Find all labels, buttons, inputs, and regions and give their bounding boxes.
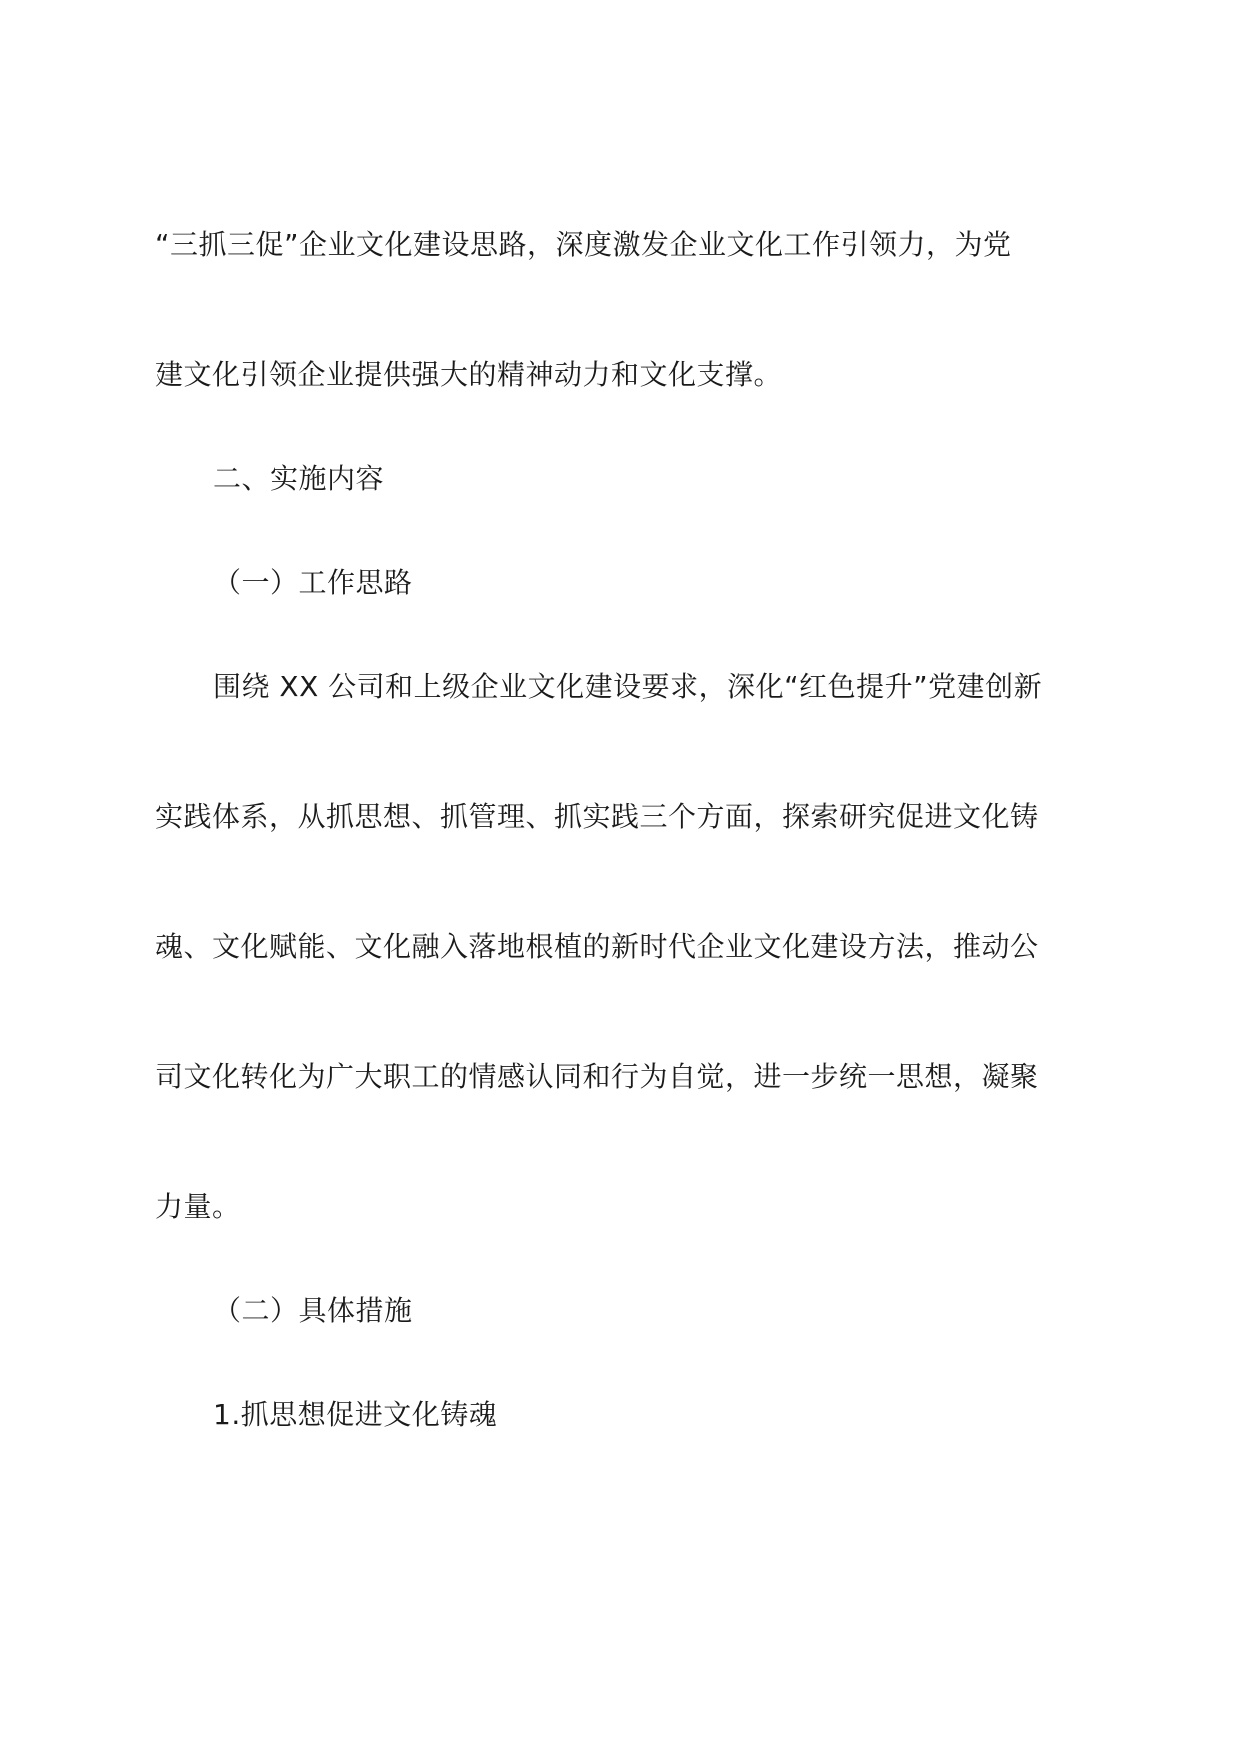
paragraph-line-6: 司文化转化为广大职工的情感认同和行为自觉，进一步统一思想，凝聚 [155, 1060, 1039, 1093]
paragraph-line-4: 实践体系，从抓思想、抓管理、抓实践三个方面，探索研究促进文化铸 [155, 800, 1039, 833]
subsection-heading-2: （二）具体措施 [213, 1294, 413, 1327]
paragraph-line-5: 魂、文化赋能、文化融入落地根植的新时代企业文化建设方法，推动公 [155, 930, 1039, 963]
paragraph-line-2: 建文化引领企业提供强大的精神动力和文化支撑。 [155, 358, 783, 391]
paragraph-line-3: 围绕 XX 公司和上级企业文化建设要求，深化“红色提升”党建创新 [213, 670, 1043, 703]
paragraph-line-1: “三抓三促”企业文化建设思路，深度激发企业文化工作引领力，为党 [155, 228, 1012, 261]
item-heading-1: 1.抓思想促进文化铸魂 [213, 1398, 498, 1431]
subsection-heading-1: （一）工作思路 [213, 566, 413, 599]
paragraph-line-7: 力量。 [155, 1190, 241, 1223]
section-heading-2: 二、实施内容 [213, 462, 385, 495]
